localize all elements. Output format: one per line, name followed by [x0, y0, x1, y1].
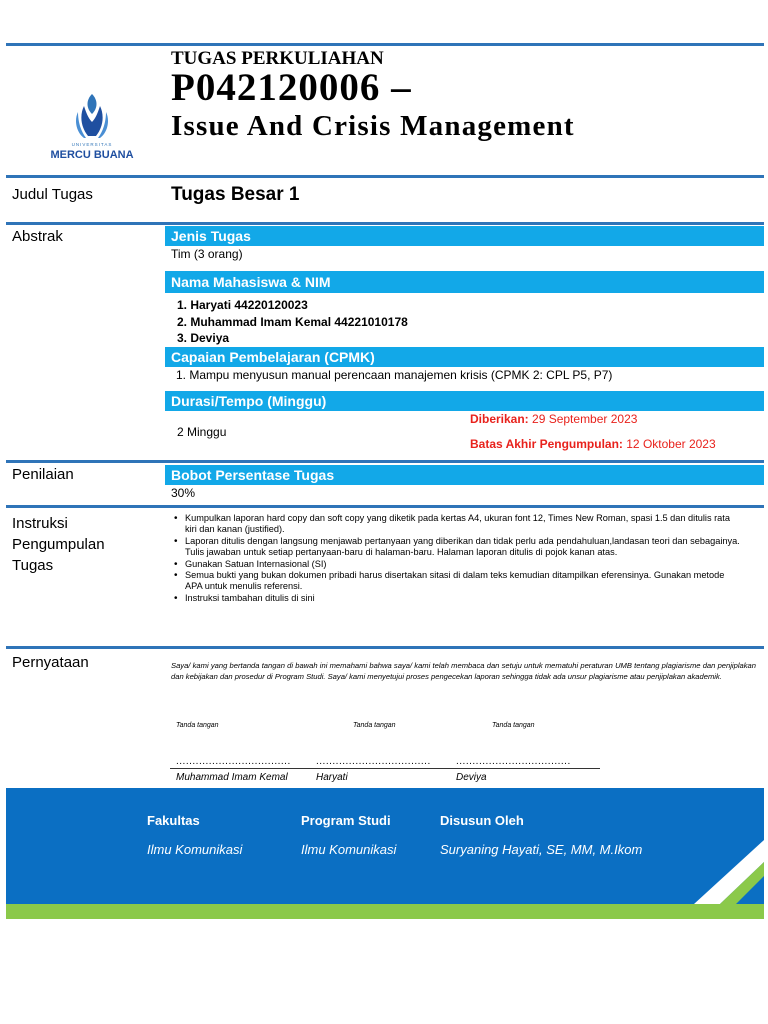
prodi-label: Program Studi [301, 813, 391, 828]
instruksi-label [12, 513, 105, 576]
signature-name: Deviya [456, 772, 487, 783]
signature-name: Haryati [316, 772, 348, 783]
top-rule [6, 43, 764, 46]
instruksi-label-line: Pengumpulan [12, 536, 105, 553]
fakultas-label: Fakultas [147, 813, 200, 828]
pernyataan-label: Pernyataan [12, 654, 89, 671]
judul-label: Judul Tugas [12, 186, 93, 203]
corner-decoration-icon [688, 836, 764, 904]
penilaian-label: Penilaian [12, 466, 74, 483]
instruksi-item: • Semua bukti yang bukan dokumen pribadi harus disertakan sitasi di dalam teks kemudian ditampilkan eferensinya. Gunakan metode APA untuk menulis referensi. [185, 570, 743, 593]
instruksi-item: • Kumpulkan laporan hard copy dan soft copy yang diketik pada kertas A4, ukuran font 12, Times New Roman, spasi 1.5 dan ditulis rata kiri dan kanan (justified). [185, 513, 743, 536]
course-name: Issue And Crisis Management [171, 110, 575, 142]
logo-university-name: MERCU BUANA [50, 149, 134, 161]
cpmk-heading: Capaian Pembelajaran (CPMK) [165, 347, 764, 367]
bobot-heading: Bobot Persentase Tugas [165, 465, 764, 485]
footer-green-strip [6, 904, 764, 919]
durasi-value: 2 Minggu [177, 425, 227, 439]
rule-judul [6, 175, 764, 178]
logo-university-small: UNIVERSITAS [71, 142, 113, 147]
instruksi-item: • Instruksi tambahan ditulis di sini [185, 593, 743, 604]
mahasiswa-heading: Nama Mahasiswa & NIM [165, 271, 764, 293]
fakultas-value: Ilmu Komunikasi [147, 842, 243, 857]
rule-instruksi [6, 505, 764, 508]
jenis-tugas-heading: Jenis Tugas [165, 226, 764, 246]
instruksi-label-line: Instruksi [12, 515, 68, 532]
rule-abstrak [6, 222, 764, 225]
mercu-buana-logo-icon [46, 92, 138, 142]
abstrak-label: Abstrak [12, 228, 63, 245]
rule-penilaian [6, 460, 764, 463]
pernyataan-text: Saya/ kami yang bertanda tangan di bawah ini memahami bahwa saya/ kami telah membaca dan setuju untuk mematuhi peraturan UMB tentang plagiarisme dan penjiplakan dan kebijakan dan prosedur di Program Studi. Saya/ kami menyetujui proses pengecekan laporan sehingga tidak ada unsur plagiarisme atau penjiplakan akademik. [171, 661, 756, 681]
signature-caption: Tanda tangan [176, 722, 219, 729]
disusun-value: Suryaning Hayati, SE, MM, M.Ikom [440, 842, 643, 857]
instruksi-list [171, 513, 743, 604]
diberikan-value: 29 September 2023 [528, 412, 638, 426]
instruksi-label-line: Tugas [12, 557, 54, 574]
university-logo [46, 92, 138, 164]
jenis-tugas-value: Tim (3 orang) [171, 247, 243, 261]
mahasiswa-item: 1. Haryati 44220120023 [177, 298, 308, 312]
instruksi-item: • Laporan ditulis dengan langsung menjawab pertanyaan yang diberikan dan tidak perlu ada pendahuluan,landasan teori dan sebagainya. Tulis jawaban untuk setiap pertanyaan-baru di halaman-baru. Halaman laporan ditulis di pojok kanan atas. [185, 536, 743, 559]
prodi-value: Ilmu Komunikasi [301, 842, 397, 857]
rule-pernyataan [6, 646, 764, 649]
diberikan-label: Diberikan: [470, 412, 529, 426]
cpmk-item: 1. Mampu menyusun manual perencaan manajemen krisis (CPMK 2: CPL P5, P7) [176, 368, 613, 382]
diberikan-date [470, 412, 637, 426]
signature-caption: Tanda tangan [353, 722, 396, 729]
bobot-value: 30% [171, 486, 196, 500]
signature-line: ................................... [176, 756, 291, 767]
disusun-label: Disusun Oleh [440, 813, 524, 828]
batas-label: Batas Akhir Pengumpulan: [470, 437, 623, 451]
batas-date [470, 437, 716, 451]
signature-line: ................................... [456, 756, 571, 767]
signature-caption: Tanda tangan [492, 722, 535, 729]
batas-value: 12 Oktober 2023 [622, 437, 716, 451]
instruksi-item: • Gunakan Satuan Internasional (SI) [185, 559, 743, 570]
durasi-heading: Durasi/Tempo (Minggu) [165, 391, 764, 411]
course-code: P042120006 – [171, 66, 412, 109]
signature-line: ................................... [316, 756, 431, 767]
signature-name: Muhammad Imam Kemal [176, 772, 288, 783]
header-supertitle: TUGAS PERKULIAHAN [171, 48, 384, 69]
mahasiswa-item: 3. Deviya [177, 331, 230, 345]
signature-underline [170, 768, 600, 769]
footer-panel [6, 788, 764, 904]
judul-value: Tugas Besar 1 [171, 184, 300, 205]
mahasiswa-item: 2. Muhammad Imam Kemal 44221010178 [177, 315, 408, 329]
